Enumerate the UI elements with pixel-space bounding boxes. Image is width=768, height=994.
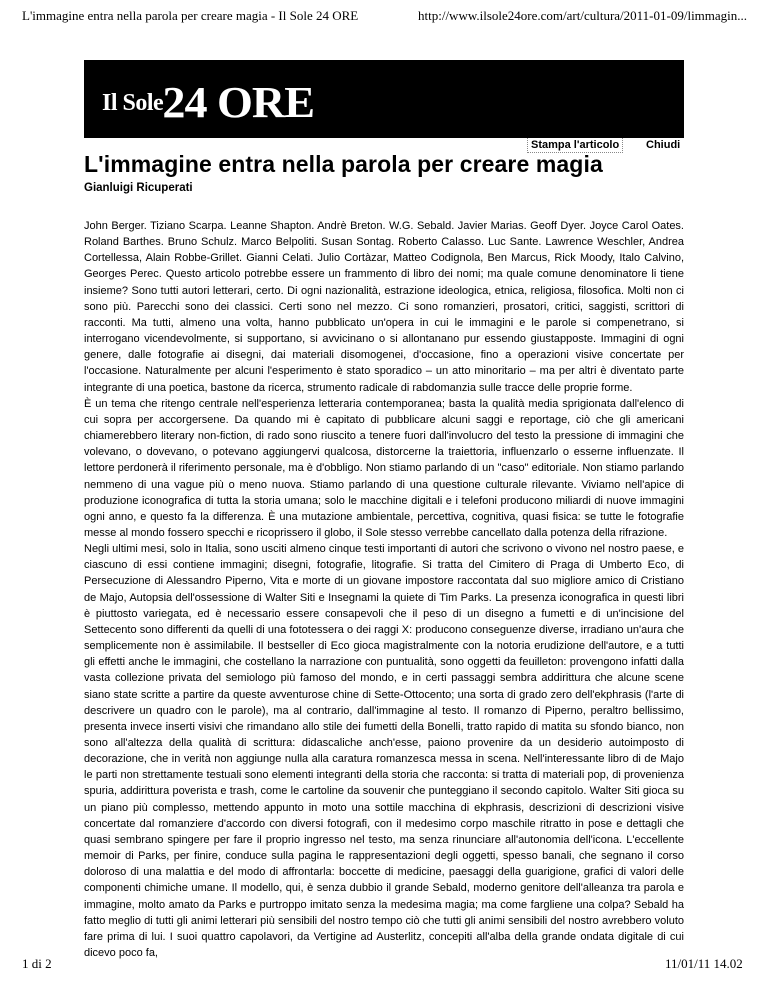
- print-article-link[interactable]: Stampa l'articolo: [527, 138, 623, 153]
- print-footer: [0, 956, 768, 978]
- print-header: [0, 8, 768, 30]
- print-page-title: L'immagine entra nella parola per creare magia - Il Sole 24 ORE: [22, 8, 359, 23]
- page-number: 1 di 2: [22, 956, 52, 971]
- logo-text-big: 24 ORE: [162, 78, 315, 127]
- article-body: [84, 218, 684, 961]
- logo-text-small: Il Sole: [102, 90, 164, 116]
- article-paragraph: È un tema che ritengo centrale nell'esperienza letteraria contemporanea; basta la qualità media sprigionata dall'elenco di cui sopra per accorgersene. Da quando mi è capitato di pubblicare alcuni saggi e reportage, ciò che gli americani chiamerebbero literary non-fiction, di rado sono riuscito a tenere fuori dall'involucro del testo la pressione di immagini che volevano, o dovevano, o potevano aggiungervi qualcosa, distorcerne la traiettoria, influenzarlo o esserne influenzate. Il lettore perdonerà il riferimento personale, ma è d'obbligo. Non stiamo parlando di un "caso" editoriale. Non stiamo parlando nemmeno di una vague più o meno nuova. Stiamo parlando di una questione culturale rilevante. Viviamo nell'apice di produzione iconografica di tutta la storia umana; solo le macchine digitali e i telefoni producono miliardi di nuove immagini ogni anno, e questo fa la differenza. È una mutazione ambientale, percettiva, cognitiva, quasi fisica: se tutte le fotografie messe al mondo fossero specchi e ricoprissero il globo, il Sole stesso verrebbe cancellato dalla potenza della rifrazione.: [84, 397, 684, 539]
- print-timestamp: 11/01/11 14.02: [665, 956, 743, 971]
- article-paragraph: Negli ultimi mesi, solo in Italia, sono usciti almeno cinque testi importanti di autori che scrivono o vivono nel nostro paese, e ciascuno di essi contiene immagini; disegni, fotografie, litografie. Si tratta del Cimitero di Praga di Umberto Eco, di Persecuzione di Alessandro Piperno, Vita e morte di un giovane impostore raccontata dal suo migliore amico di Cristiano de Majo, Autopsia dell'ossessione di Walter Siti e Insegnami la quiete di Tim Parks. La presenza iconografica in questi libri è piuttosto variegata, ed è necessario essere consapevoli che il peso di un disegno a fumetti e di un'incisione del Settecento sono differenti da quelli di una fototessera o dei raggi X: producono conseguenze diverse, irradiano un'aura che semplicemente non è assimilabile. Il bestseller di Eco gioca magistralmente con la notoria erudizione dell'autore, e a tutti gli effetti anche le immagini, che costellano la narrazione con puntualità, sono oggetti da feuilleton: provengono infatti dalla vasta collezione privata del semiologo più famoso del mondo, e in certi passaggi sembra addirittura che alcune scene siano state scritte a partire da queste avventurose chine di Sette-Ottocento; una sorta di grado zero dell'ekphrasis (l'arte di descrivere un quadro con le parole), ma al contrario, dall'immagine al testo. Il romanzo di Piperno, peraltro bellissimo, presenta invece inserti visivi che rimandano allo stile dei fumetti della Bonelli, tratto rapido di matita su sfondo bianco, non sono all'altezza della qualità di scrittura: didascaliche anch'esse, paiono provenire da un desiderio autoimposto di decorazione, che in verità non aggiunge nulla alla caratura romanzesca messa in scena. Nell'interessante libro di de Majo le parti non strettamente testuali sono elementi integranti della storia che racconta: si tratta di materiali pop, di provenienza spuria, addirittura poverista e trash, come le cartoline da souvenir che punteggiano il secondo capitolo. Walter Siti gioca su un piano più complesso, mettendo appunto in moto una sottile macchina di ekphrasis, descrizioni di descrizioni visive concertate dal romanziere d'accordo con diversi fotografi, con il medesimo corpo maschile ritratto in pose e dettagli che quasi sembrano spingere per fare il proprio ingresso nel testo, ma senza rinunciare all'autonomia dell'icona. L'eccellente memoir di Parks, per finire, conduce sulla pagina le rappresentazioni degli oggetti, spesso banali, che segnano il corso doloroso di una malattia e del modo di affrontarla: boccette di medicine, paesaggi della guarigione, grafici di valori delle componenti chimiche umane. Il modello, qui, è senza dubbio il grande Sebald, moderno genitore dell'alleanza tra parola e immagine, molto amato da Parks e purtroppo imitato senza la medesima magia; ma come fargliene una colpa? Sebald ha fatto meglio di tutti gli animi letterari più sensibili del nostro tempo ciò che tutti gli animi sensibili del nostro avrebbero voluto fare prima di lui. I suoi quattro capolavori, da Vertigine ad Austerlitz, concepiti all'alba della grande ondata digitale di cui dicevo poco fa,: [84, 543, 684, 960]
- masthead-banner: [84, 60, 684, 138]
- print-page-url[interactable]: http://www.ilsole24ore.com/art/cultura/2011-01-09/limmagin...: [418, 8, 748, 23]
- article-paragraph: John Berger. Tiziano Scarpa. Leanne Shapton. Andrè Breton. W.G. Sebald. Javier Marias. Geoff Dyer. Joyce Carol Oates. Roland Barthes. Bruno Schulz. Marco Belpoliti. Susan Sontag. Roberto Calasso. Luc Sante. Lawrence Weschler, Andrea Cortellessa, Alain Robbe-Grillet. Gianni Celati. Julio Cortàzar, Matteo Codignola, Ben Marcus, Rick Moody, Italo Calvino, Georges Perec. Questo articolo potrebbe essere un frammento di libro dei nomi; ma quale comune denominatore li tiene insieme? Sono tutti autori letterari, certo. Di ogni nazionalità, estrazione ideologica, etnica, religiosa, filosofica. Molti non ci sono più. Parecchi sono dei classici. Certi sono nel mezzo. Ci sono romanzieri, prosatori, critici, saggisti, scrittori di racconti. Ma tutti, almeno una volta, hanno pubblicato un'opera in cui le immagini e le parole si compenetrano, si interrogano vicendevolmente, si supportano, si avvicinano o si allontanano pur essendo giustapposte. Immagini di ogni genere, dalle fotografie ai disegni, dai materiali disomogenei, d'occasione, fino a operazioni visive concertate per l'occasione. Naturalmente per alcuni l'esperimento è stato sporadico – un atto minoritario – ma per altri è diventato parte integrante di una poetica, bastone da ricerca, strumento radicale di rabdomanzia sulle tracce delle proprie forme.: [84, 220, 684, 394]
- article-author: Gianluigi Ricuperati: [84, 182, 193, 194]
- il-sole-24-ore-logo[interactable]: [102, 77, 315, 128]
- article-headline: L'immagine entra nella parola per creare magia: [84, 151, 603, 177]
- close-link[interactable]: Chiudi: [646, 139, 681, 151]
